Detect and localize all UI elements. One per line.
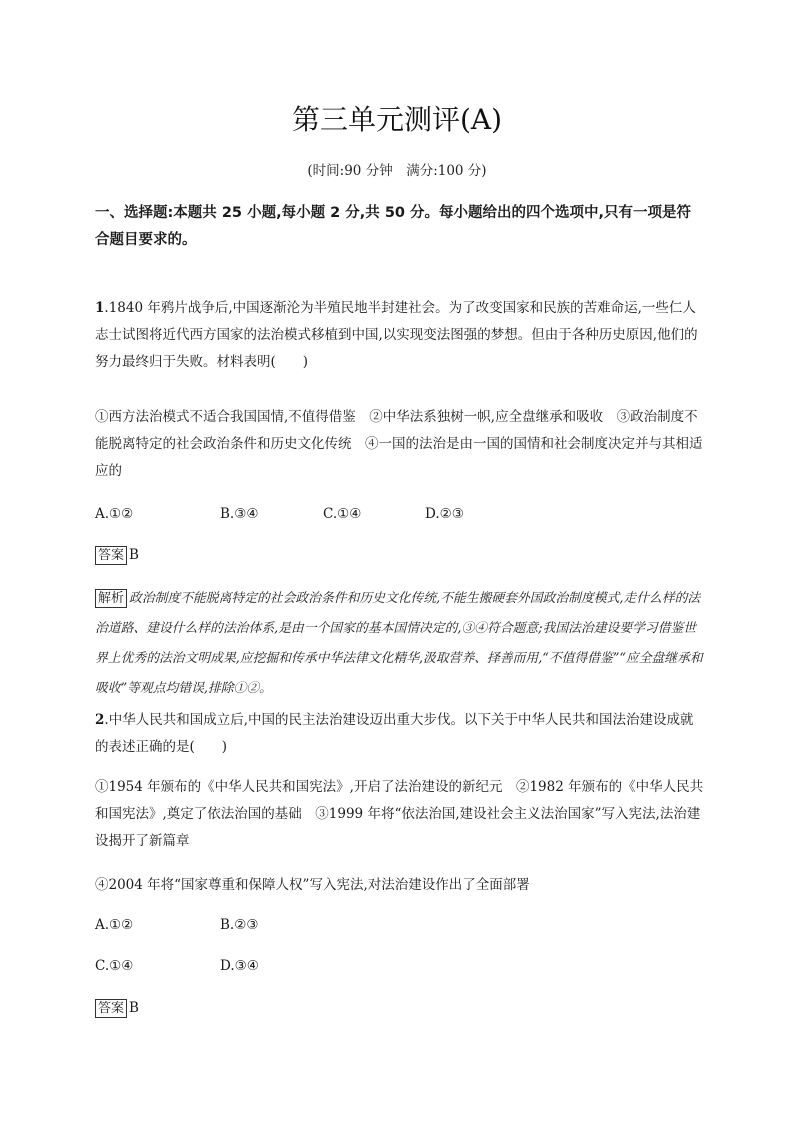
question-1: [95, 295, 705, 376]
question-stem: .中华人民共和国成立后,中国的民主法治建设迈出重大步伐。以下关于中华人民共和国法治建设成就的表述正确的是( ): [95, 712, 694, 755]
question-2-statement-4: ④2004 年将“国家尊重和保障人权”写入宪法,对法治建设作出了全面部署: [95, 877, 530, 893]
answer-tag: 答案: [95, 546, 127, 565]
section-heading: 一、选择题:本题共 25 小题,每小题 2 分,共 50 分。每小题给出的四个选项中,只有一项是符合题目要求的。: [95, 205, 692, 248]
question-stem: .1840 年鸦片战争后,中国逐渐沦为半殖民地半封建社会。为了改变国家和民族的苦难命运,一些仁人志士试图将近代西方国家的法治模式移植到中国,以实现变法图强的梦想。但由于各种历史原因,他们的努力最终归于失败。材料表明( ): [95, 300, 698, 370]
question-2-statements: ①1954 年颁布的《中华人民共和国宪法》,开启了法治建设的新纪元 ②1982 年颁布的《中华人民共和国宪法》,奠定了依法治国的基础 ③1999 年将“依法治国,建设社会主义法治国家”写入宪法,法治建设揭开了新篇章: [95, 779, 704, 849]
question-number: 2: [95, 712, 105, 728]
option-c[interactable]: C.①④: [95, 958, 134, 974]
question-1-analysis: [95, 584, 705, 704]
page-title: 第三单元测评(A): [291, 103, 503, 136]
option-a[interactable]: A.①②: [95, 506, 134, 522]
question-number: 1: [95, 300, 105, 316]
option-b[interactable]: B.②③: [220, 917, 259, 933]
question-2: [95, 707, 705, 761]
question-2-answer: [95, 997, 139, 1019]
question-1-answer: [95, 544, 139, 566]
option-a[interactable]: A.①②: [95, 917, 134, 933]
analysis-tag: 解析: [95, 589, 127, 608]
answer-value: B: [129, 547, 139, 563]
exam-time-and-score: (时间:90 分钟 满分:100 分): [307, 163, 487, 179]
option-d[interactable]: D.③④: [220, 958, 259, 974]
answer-value: B: [129, 1000, 139, 1016]
question-1-statements: ①西方法治模式不适合我国国情,不值得借鉴 ②中华法系独树一帜,应全盘继承和吸收 ③政治制度不能脱离特定的社会政治条件和历史文化传统 ④一国的法治是由一国的国情和社会制度决定并与其相适应的: [95, 409, 703, 479]
analysis-text: 政治制度不能脱离特定的社会政治条件和历史文化传统,不能生搬硬套外国政治制度模式,走什么样的法治道路、建设什么样的法治体系,是由一个国家的基本国情决定的,③④符合题意;我国法治建设要学习借鉴世界上优秀的法治文明成果,应挖掘和传承中华法律文化精华,汲取营养、择善而用,“不值得借鉴”“应全盘继承和吸收”等观点均错误,排除①②。: [95, 591, 703, 696]
answer-tag: 答案: [95, 999, 127, 1018]
option-d[interactable]: D.②③: [425, 506, 464, 522]
option-c[interactable]: C.①④: [323, 506, 362, 522]
option-b[interactable]: B.③④: [220, 506, 259, 522]
